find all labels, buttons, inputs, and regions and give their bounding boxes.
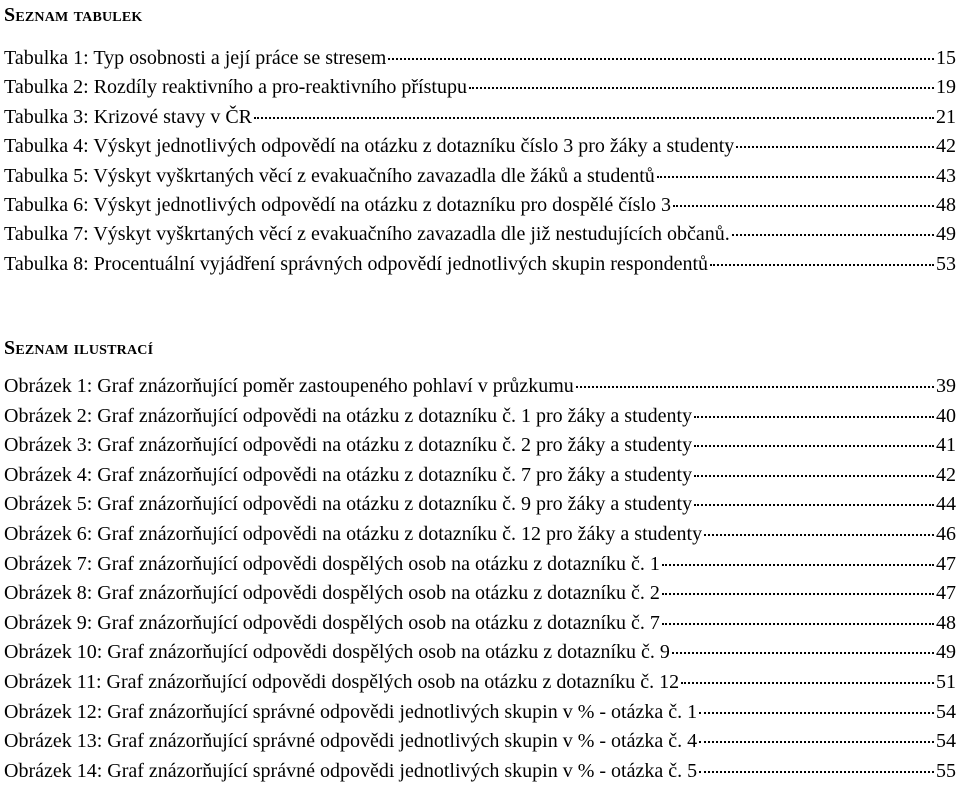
toc-entry-table-5[interactable]	[4, 162, 956, 191]
toc-entry-figure-12[interactable]	[4, 698, 956, 728]
toc-entry-figure-5[interactable]	[4, 490, 956, 520]
toc-entry-page: 49	[936, 223, 956, 246]
toc-entry-page: 15	[936, 47, 956, 69]
toc-entry-table-7[interactable]	[4, 220, 956, 249]
dot-leader	[699, 712, 934, 714]
toc-entry-figure-3[interactable]	[4, 431, 956, 461]
toc-entry-page: 48	[936, 193, 956, 216]
toc-entry-page: 53	[936, 252, 956, 275]
dot-leader	[710, 264, 934, 266]
toc-entry-table-6[interactable]	[4, 191, 956, 220]
illustrations-list	[4, 372, 956, 786]
dot-leader	[469, 87, 934, 89]
toc-entry-text: Obrázek 7: Graf znázorňující odpovědi dospělých osob na otázku z dotazníku č. 1	[4, 552, 660, 575]
toc-entry-figure-2[interactable]	[4, 402, 956, 432]
toc-entry-table-3[interactable]	[4, 103, 956, 132]
dot-leader	[576, 386, 934, 388]
toc-entry-page: 42	[936, 135, 956, 158]
toc-entry-table-2[interactable]	[4, 73, 956, 102]
toc-entry-page: 42	[936, 463, 956, 486]
toc-entry-text: Tabulka 1: Typ osobnosti a její práce se stresem	[4, 47, 387, 69]
dot-leader	[694, 504, 934, 506]
dot-leader	[388, 58, 934, 60]
toc-entry-figure-9[interactable]	[4, 609, 956, 639]
toc-entry-page: 21	[936, 105, 956, 128]
toc-entry-page: 41	[936, 434, 956, 457]
toc-entry-text: Obrázek 10: Graf znázorňující odpovědi dospělých osob na otázku z dotazníku č. 9	[4, 641, 670, 664]
tables-list	[4, 44, 956, 279]
dot-leader	[662, 623, 934, 625]
tables-section-heading: Seznam tabulek	[4, 4, 143, 26]
toc-entry-table-4[interactable]	[4, 132, 956, 161]
illustrations-section-heading: Seznam ilustrací	[4, 337, 154, 359]
dot-leader	[694, 475, 934, 477]
toc-entry-figure-6[interactable]	[4, 520, 956, 550]
toc-entry-page: 51	[936, 670, 956, 693]
toc-entry-page: 48	[936, 611, 956, 634]
toc-entry-table-8[interactable]	[4, 250, 956, 279]
dot-leader	[254, 117, 934, 119]
toc-entry-page: 54	[936, 700, 956, 723]
toc-entry-text: Obrázek 4: Graf znázorňující odpovědi na otázku z dotazníku č. 7 pro žáky a studenty	[4, 463, 693, 486]
toc-entry-page: 47	[936, 552, 956, 575]
dot-leader	[694, 445, 934, 447]
toc-entry-text: Obrázek 12: Graf znázorňující správné odpovědi jednotlivých skupin v % - otázka č. 1	[4, 700, 698, 723]
toc-entry-text: Tabulka 7: Výskyt vyškrtaných věcí z evakuačního zavazadla dle již nestudujících občanů.	[4, 223, 730, 246]
toc-entry-text: Obrázek 2: Graf znázorňující odpovědi na otázku z dotazníku č. 1 pro žáky a studenty	[4, 404, 693, 427]
dot-leader	[662, 593, 934, 595]
toc-entry-text: Tabulka 2: Rozdíly reaktivního a pro-reaktivního přístupu	[4, 76, 467, 99]
toc-entry-figure-13[interactable]	[4, 727, 956, 757]
toc-entry-text: Obrázek 13: Graf znázorňující správné odpovědi jednotlivých skupin v % - otázka č. 4	[4, 730, 698, 753]
toc-entry-page: 39	[936, 375, 956, 397]
toc-entry-figure-1[interactable]	[4, 372, 956, 402]
toc-entry-text: Obrázek 1: Graf znázorňující poměr zastoupeného pohlaví v průzkumu	[4, 375, 574, 397]
toc-entry-text: Tabulka 6: Výskyt jednotlivých odpovědí na otázku z dotazníku pro dospělé číslo 3	[4, 193, 671, 216]
dot-leader	[732, 234, 934, 236]
dot-leader	[681, 682, 934, 684]
toc-entry-text: Obrázek 9: Graf znázorňující odpovědi dospělých osob na otázku z dotazníku č. 7	[4, 611, 660, 634]
toc-entry-figure-10[interactable]	[4, 638, 956, 668]
toc-entry-text: Tabulka 8: Procentuální vyjádření správných odpovědí jednotlivých skupin respondentů	[4, 252, 709, 275]
toc-entry-text: Obrázek 8: Graf znázorňující odpovědi dospělých osob na otázku z dotazníku č. 2	[4, 582, 660, 605]
toc-entry-text: Tabulka 5: Výskyt vyškrtaných věcí z evakuačního zavazadla dle žáků a studentů	[4, 164, 655, 187]
toc-entry-page: 19	[936, 76, 956, 99]
toc-entry-page: 40	[936, 404, 956, 427]
dot-leader	[699, 741, 934, 743]
dot-leader	[704, 534, 934, 536]
dot-leader	[657, 176, 934, 178]
toc-entry-figure-11[interactable]	[4, 668, 956, 698]
toc-entry-text: Obrázek 3: Graf znázorňující odpovědi na otázku z dotazníku č. 2 pro žáky a studenty	[4, 434, 693, 457]
toc-entry-page: 43	[936, 164, 956, 187]
toc-entry-text: Obrázek 6: Graf znázorňující odpovědi na otázku z dotazníku č. 12 pro žáky a studenty	[4, 522, 703, 545]
toc-entry-page: 44	[936, 493, 956, 516]
toc-entry-text: Obrázek 5: Graf znázorňující odpovědi na otázku z dotazníku č. 9 pro žáky a studenty	[4, 493, 693, 516]
toc-entry-figure-7[interactable]	[4, 550, 956, 580]
toc-entry-text: Obrázek 11: Graf znázorňující odpovědi dospělých osob na otázku z dotazníku č. 12	[4, 670, 680, 693]
dot-leader	[662, 564, 934, 566]
toc-entry-page: 47	[936, 582, 956, 605]
toc-entry-page: 49	[936, 641, 956, 664]
dot-leader	[672, 652, 934, 654]
toc-entry-page: 46	[936, 522, 956, 545]
toc-entry-figure-8[interactable]	[4, 579, 956, 609]
dot-leader	[736, 146, 934, 148]
toc-entry-page: 54	[936, 730, 956, 753]
dot-leader	[699, 771, 934, 773]
toc-entry-figure-4[interactable]	[4, 461, 956, 491]
dot-leader	[673, 205, 934, 207]
toc-entry-page: 55	[936, 759, 956, 782]
toc-entry-text: Tabulka 3: Krizové stavy v ČR	[4, 105, 252, 128]
toc-entry-text: Tabulka 4: Výskyt jednotlivých odpovědí na otázku z dotazníku číslo 3 pro žáky a studenty	[4, 135, 735, 158]
toc-entry-table-1[interactable]	[4, 44, 956, 73]
toc-entry-text: Obrázek 14: Graf znázorňující správné odpovědi jednotlivých skupin v % - otázka č. 5	[4, 759, 698, 782]
dot-leader	[694, 416, 934, 418]
